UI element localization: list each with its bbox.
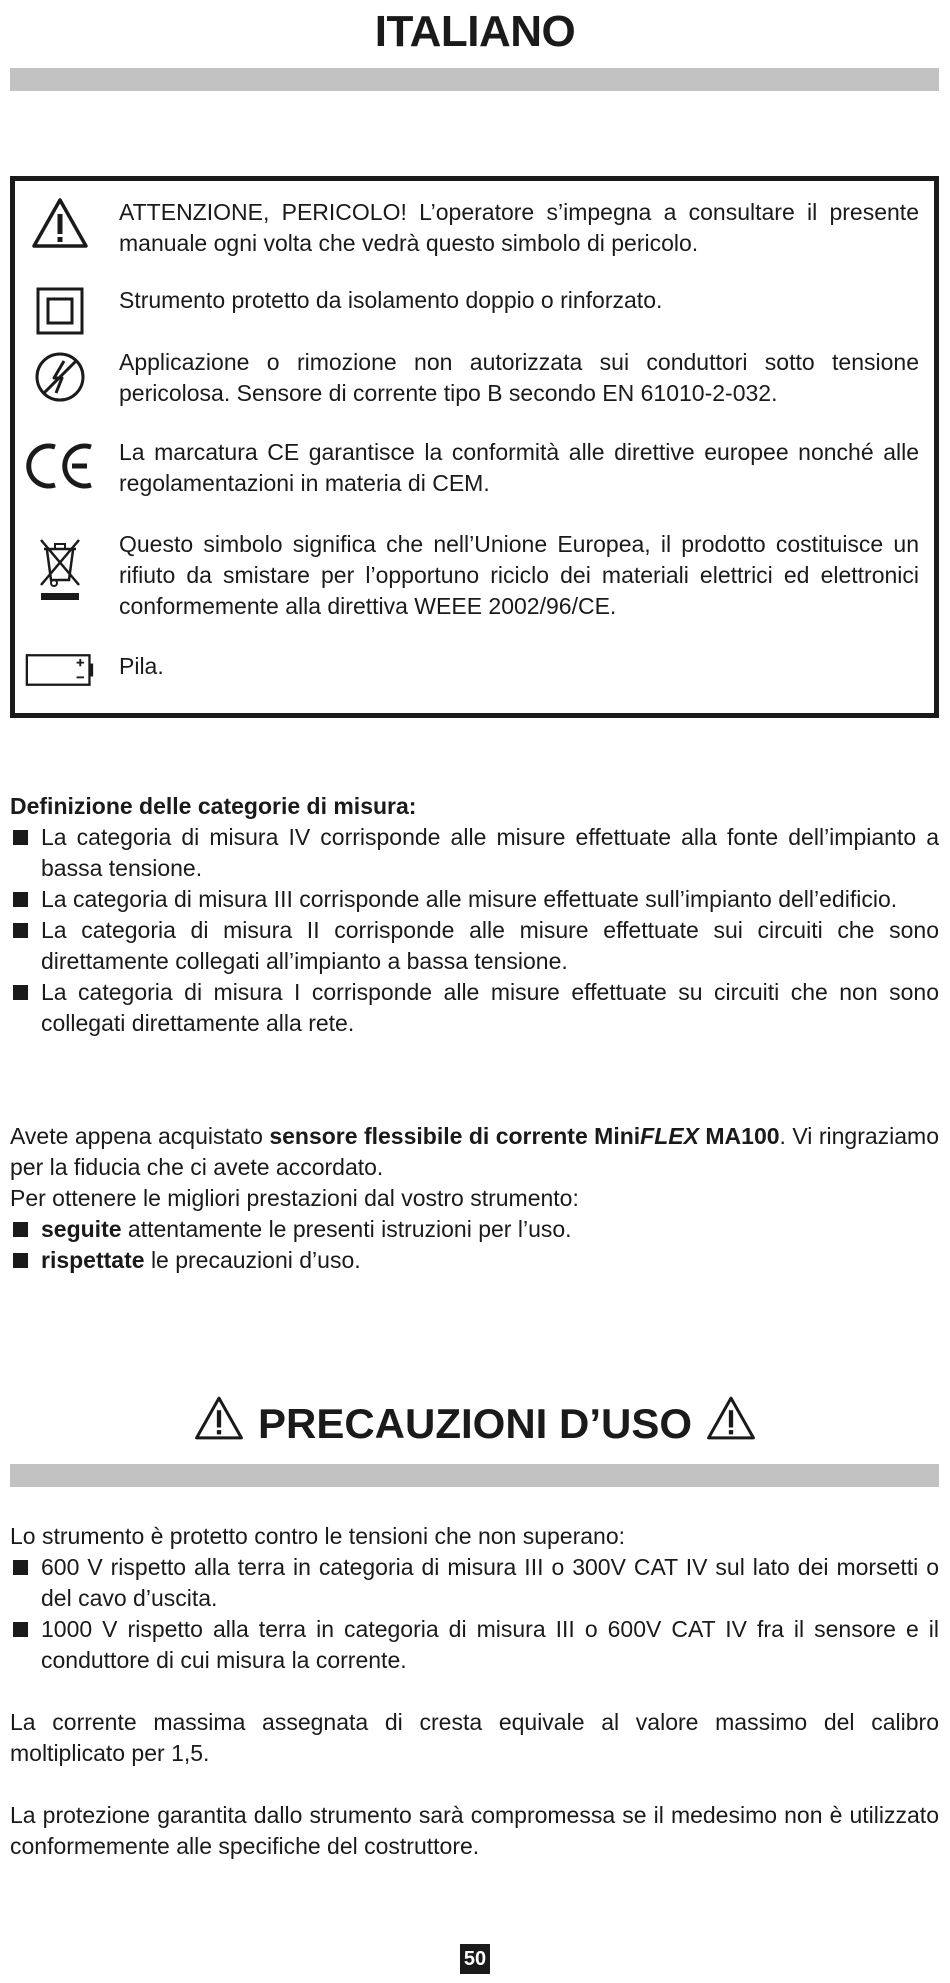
precautions-para-protection: La protezione garantita dallo strumento sarà compromessa se il medesimo non è utilizzato conformemente alle specifiche del costruttore. <box>10 1802 939 1859</box>
intro-section <box>10 1121 939 1276</box>
symbol-legend-box <box>10 176 939 718</box>
precautions-intro: Lo strumento è protetto contro le tensioni che non superano: <box>10 1523 626 1549</box>
list-item: La categoria di misura II corrisponde alle misure effettuate sui circuiti che sono direttamente collegati all’impianto a bassa tensione. <box>10 915 939 977</box>
intro-line2: Per ottenere le migliori prestazioni dal vostro strumento: <box>10 1185 579 1211</box>
symbol-text-ce: La marcatura CE garantisce la conformità alle direttive europee nonché alle regolamentazioni in materia di CEM. <box>119 439 919 496</box>
no-live-conductor-icon <box>25 347 95 403</box>
bullet-bold: rispettate <box>41 1247 145 1273</box>
symbol-text-battery: Pila. <box>119 653 164 679</box>
list-item: La categoria di misura I corrisponde alle misure effettuate su circuiti che non sono collegati direttamente alla rete. <box>10 977 939 1039</box>
warning-triangle-icon <box>25 197 95 249</box>
precautions-heading <box>0 1395 950 1453</box>
page-title: ITALIANO <box>374 7 576 56</box>
precautions-divider-bar <box>10 1464 939 1487</box>
intro-suffix: . Vi ringraziamo per la fiducia che ci avete accordato. <box>10 1123 939 1180</box>
list-item <box>10 1214 939 1245</box>
warning-triangle-icon <box>706 1395 756 1453</box>
list-item: La categoria di misura III corrisponde alle misure effettuate sull’impianto dell’edificio. <box>10 884 939 915</box>
weee-bin-icon <box>25 529 95 605</box>
symbol-text-warning: ATTENZIONE, PERICOLO! L’operatore s’impegna a consultare il presente manuale ogni volta che vedrà questo simbolo di pericolo. <box>119 199 919 256</box>
product-model: MA100 <box>705 1123 780 1149</box>
bullet-rest: attentamente le presenti istruzioni per l’uso. <box>127 1216 572 1242</box>
list-item: La categoria di misura IV corrisponde alle misure effettuate alla fonte dell’impianto a bassa tensione. <box>10 822 939 884</box>
double-insulation-icon <box>25 285 95 335</box>
intro-prefix: Avete appena acquistato <box>10 1123 263 1149</box>
symbol-text-weee: Questo simbolo significa che nell’Unione Europea, il prodotto costituisce un rifiuto da smistare per l’opportuno riciclo dei materiali elettrici ed elettronici conformemente alla direttiva WEEE 2002/96/CE. <box>119 531 919 619</box>
ce-mark-icon <box>25 437 95 491</box>
bullet-bold: seguite <box>41 1216 122 1242</box>
list-item: 600 V rispetto alla terra in categoria di misura III o 300V CAT IV sul lato dei morsetti o del cavo d’uscita. <box>10 1552 939 1614</box>
bullet-rest: le precauzioni d’uso. <box>150 1247 361 1273</box>
symbol-text-double-insulation: Strumento protetto da isolamento doppio o rinforzato. <box>119 287 663 313</box>
categories-heading: Definizione delle categorie di misura: <box>10 793 417 819</box>
precautions-para-current: La corrente massima assegnata di cresta equivale al valore massimo del calibro moltiplicato per 1,5. <box>10 1709 939 1766</box>
title-divider-bar <box>10 68 939 91</box>
page-number: 50 <box>460 1944 490 1974</box>
symbol-text-live-conductor: Applicazione o rimozione non autorizzata sui conduttori sotto tensione pericolosa. Sensore di corrente tipo B secondo EN 61010-2-032. <box>119 349 919 406</box>
precautions-section <box>10 1521 939 1862</box>
measurement-categories-section <box>10 791 939 1039</box>
product-name: sensore flessibile di corrente Mini <box>269 1123 641 1149</box>
precautions-title: PRECAUZIONI D’USO <box>257 1400 693 1447</box>
list-item: 1000 V rispetto alla terra in categoria di misura III o 600V CAT IV fra il sensore e il conduttore di cui misura la corrente. <box>10 1614 939 1676</box>
list-item <box>10 1245 939 1276</box>
intro-paragraph <box>10 1121 939 1183</box>
battery-icon <box>25 651 95 689</box>
product-name-flex: FLEX <box>640 1123 699 1149</box>
warning-triangle-icon <box>194 1395 244 1453</box>
